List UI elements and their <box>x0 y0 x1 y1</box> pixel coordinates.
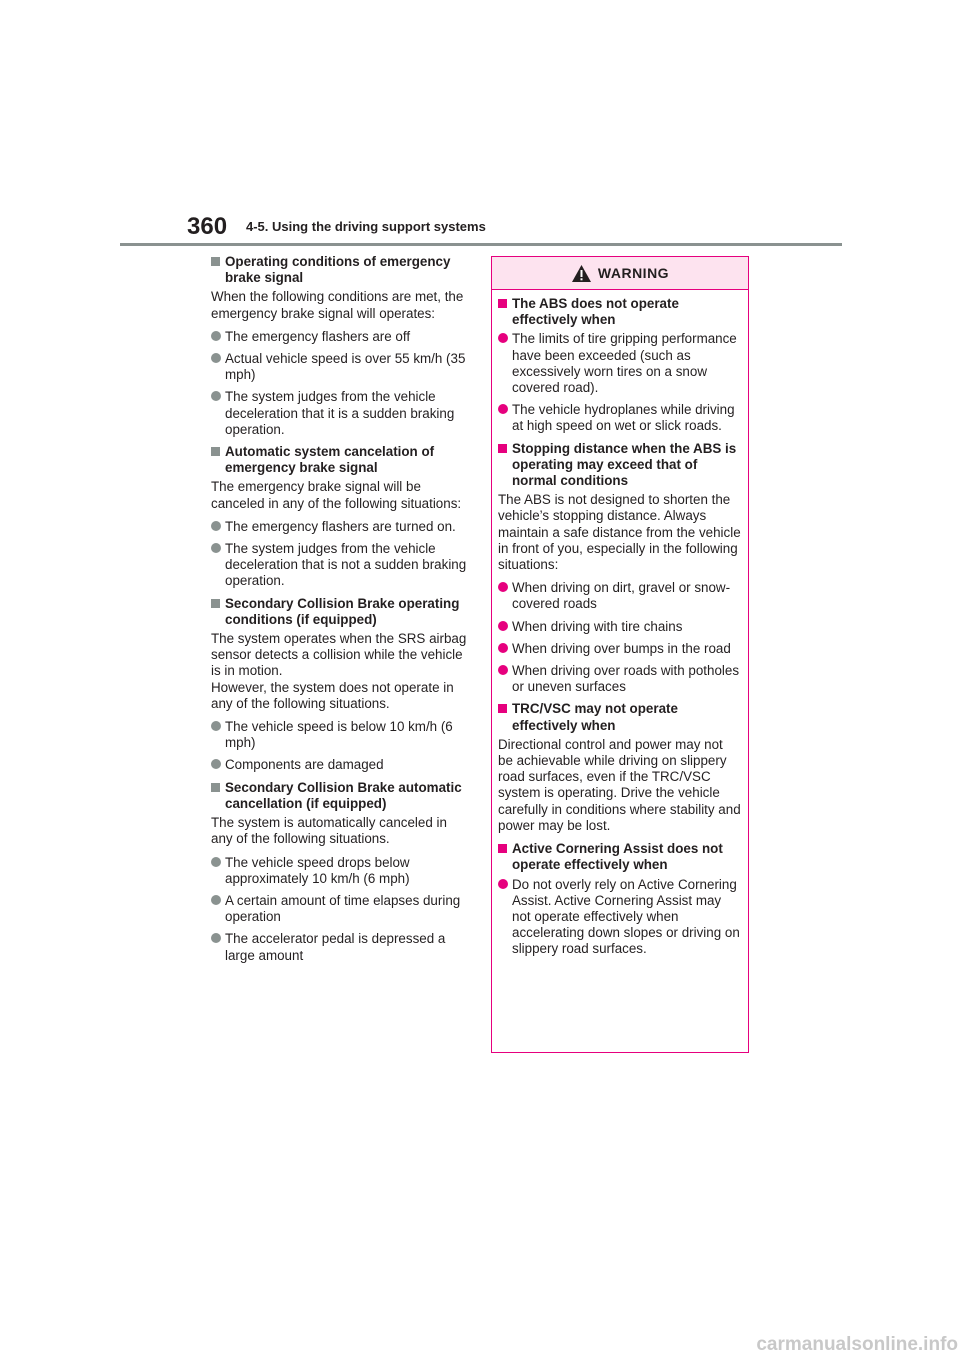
list-item-text: Components are damaged <box>225 757 384 773</box>
list-item-text: When driving on dirt, gravel or snow-covered roads <box>512 580 731 612</box>
list-item <box>498 641 741 657</box>
round-bullet-icon <box>211 933 221 943</box>
round-bullet-icon <box>211 857 221 867</box>
list-item-text: Actual vehicle speed is over 55 km/h (35 mph) <box>225 351 466 383</box>
list-item-text: The vehicle hydroplanes while driving at high speed on wet or slick roads. <box>512 402 735 434</box>
paragraph-text: The ABS is not designed to shorten the vehicle’s stopping distance. Always maintain a safe distance from the vehicle in front of you, especially in the following situations: <box>498 492 741 573</box>
square-bullet-icon <box>498 299 507 308</box>
round-bullet-icon <box>211 353 221 363</box>
list-item <box>211 389 469 438</box>
square-bullet-icon <box>211 783 220 792</box>
section-heading-text: The ABS does not operate effectively when <box>512 296 679 328</box>
paragraph-text: The system operates when the SRS airbag sensor detects a collision while the vehicle is in motion. <box>211 631 467 679</box>
paragraph <box>211 289 469 321</box>
round-bullet-icon <box>498 879 508 889</box>
list-item-text: When driving over roads with potholes or uneven surfaces <box>512 663 740 695</box>
round-bullet-icon <box>211 331 221 341</box>
round-bullet-icon <box>211 759 221 769</box>
square-bullet-icon <box>211 447 220 456</box>
list-item <box>211 757 469 773</box>
list-item <box>211 719 469 751</box>
paragraph-text: The system is automatically canceled in any of the following situations. <box>211 815 447 847</box>
list-item <box>498 663 741 695</box>
watermark-text: carmanualsonline.info <box>756 1334 958 1355</box>
round-bullet-icon <box>211 391 221 401</box>
section-heading-text: Secondary Collision Brake operating conditions (if equipped) <box>225 595 460 627</box>
section-heading <box>498 701 741 733</box>
section-heading <box>211 444 469 476</box>
paragraph-text: However, the system does not operate in any of the following situations. <box>211 679 454 711</box>
section-heading <box>498 296 741 328</box>
list-item-text: The emergency flashers are turned on. <box>225 518 456 534</box>
list-item-text: The system judges from the vehicle deceleration that is not a sudden braking operation. <box>225 541 467 589</box>
list-item-text: The vehicle speed is below 10 km/h (6 mph) <box>225 719 453 751</box>
list-item <box>211 931 469 963</box>
warning-box <box>491 256 749 1053</box>
warning-body <box>492 290 748 958</box>
round-bullet-icon <box>498 582 508 592</box>
warning-title: WARNING <box>597 265 670 281</box>
list-item <box>211 519 469 535</box>
round-bullet-icon <box>498 621 508 631</box>
section-heading-text: Operating conditions of emergency brake signal <box>225 254 451 286</box>
paragraph <box>211 815 469 847</box>
round-bullet-icon <box>498 643 508 653</box>
list-item-text: When driving over bumps in the road <box>512 640 731 656</box>
paragraph <box>211 680 469 712</box>
section-heading-text: Stopping distance when the ABS is operating may exceed that of normal conditions <box>512 440 737 489</box>
section-heading <box>498 841 741 873</box>
site-watermark <box>715 1333 960 1355</box>
paragraph-text: Directional control and power may not be achievable while driving on slippery road surfaces, even if the TRC/VSC system is operating. Drive the vehicle carefully in conditions where stability and power may be lost. <box>498 736 741 833</box>
list-item <box>211 351 469 383</box>
round-bullet-icon <box>211 543 221 553</box>
paragraph <box>498 737 741 834</box>
round-bullet-icon <box>498 665 508 675</box>
section-heading <box>211 780 469 812</box>
paragraph-text: When the following conditions are met, the emergency brake signal will operates: <box>211 289 464 321</box>
section-heading-text: Active Cornering Assist does not operate effectively when <box>512 841 723 873</box>
section-heading-text: Secondary Collision Brake automatic cancellation (if equipped) <box>225 779 462 811</box>
list-item <box>498 402 741 434</box>
round-bullet-icon <box>211 895 221 905</box>
warning-header <box>492 257 748 290</box>
round-bullet-icon <box>498 333 508 343</box>
list-item-text: The emergency flashers are off <box>225 328 411 344</box>
list-item <box>498 877 741 958</box>
list-item <box>211 329 469 345</box>
section-title: 4-5. Using the driving support systems <box>246 219 486 234</box>
list-item <box>211 855 469 887</box>
list-item-text: Do not overly rely on Active Cornering Assist. Active Cornering Assist may not operate effectively when accelerating down slopes or driving on slippery road surfaces. <box>512 876 740 957</box>
section-heading-text: TRC/VSC may not operate effectively when <box>512 701 678 733</box>
paragraph <box>211 631 469 680</box>
section-heading <box>211 254 469 286</box>
square-bullet-icon <box>211 257 220 266</box>
square-bullet-icon <box>498 844 507 853</box>
header-divider <box>120 243 842 246</box>
list-item <box>211 541 469 590</box>
round-bullet-icon <box>498 404 508 414</box>
section-heading-text: Automatic system cancelation of emergency brake signal <box>225 444 435 476</box>
paragraph-text: The emergency brake signal will be canceled in any of the following situations: <box>211 479 462 511</box>
list-item-text: The system judges from the vehicle deceleration that it is a sudden braking operation. <box>225 389 455 437</box>
section-heading <box>498 441 741 490</box>
list-item-text: The limits of tire gripping performance have been exceeded (such as excessively worn tires on a snow covered road). <box>512 331 737 396</box>
list-item <box>498 580 741 612</box>
square-bullet-icon <box>498 444 507 453</box>
section-heading <box>211 596 469 628</box>
square-bullet-icon <box>498 704 507 713</box>
left-column <box>211 254 469 970</box>
list-item-text: A certain amount of time elapses during operation <box>225 892 461 925</box>
page-number: 360 <box>187 213 228 240</box>
round-bullet-icon <box>211 721 221 731</box>
square-bullet-icon <box>211 599 220 608</box>
page-header <box>0 0 960 250</box>
warning-triangle-icon <box>571 264 592 283</box>
list-item-text: The vehicle speed drops below approximately 10 km/h (6 mph) <box>225 854 410 886</box>
paragraph <box>498 492 741 573</box>
list-item-text: When driving with tire chains <box>512 618 683 634</box>
list-item-text: The accelerator pedal is depressed a large amount <box>225 931 446 963</box>
paragraph <box>211 479 469 511</box>
list-item <box>498 619 741 635</box>
list-item <box>498 331 741 396</box>
round-bullet-icon <box>211 521 221 531</box>
list-item <box>211 893 469 925</box>
